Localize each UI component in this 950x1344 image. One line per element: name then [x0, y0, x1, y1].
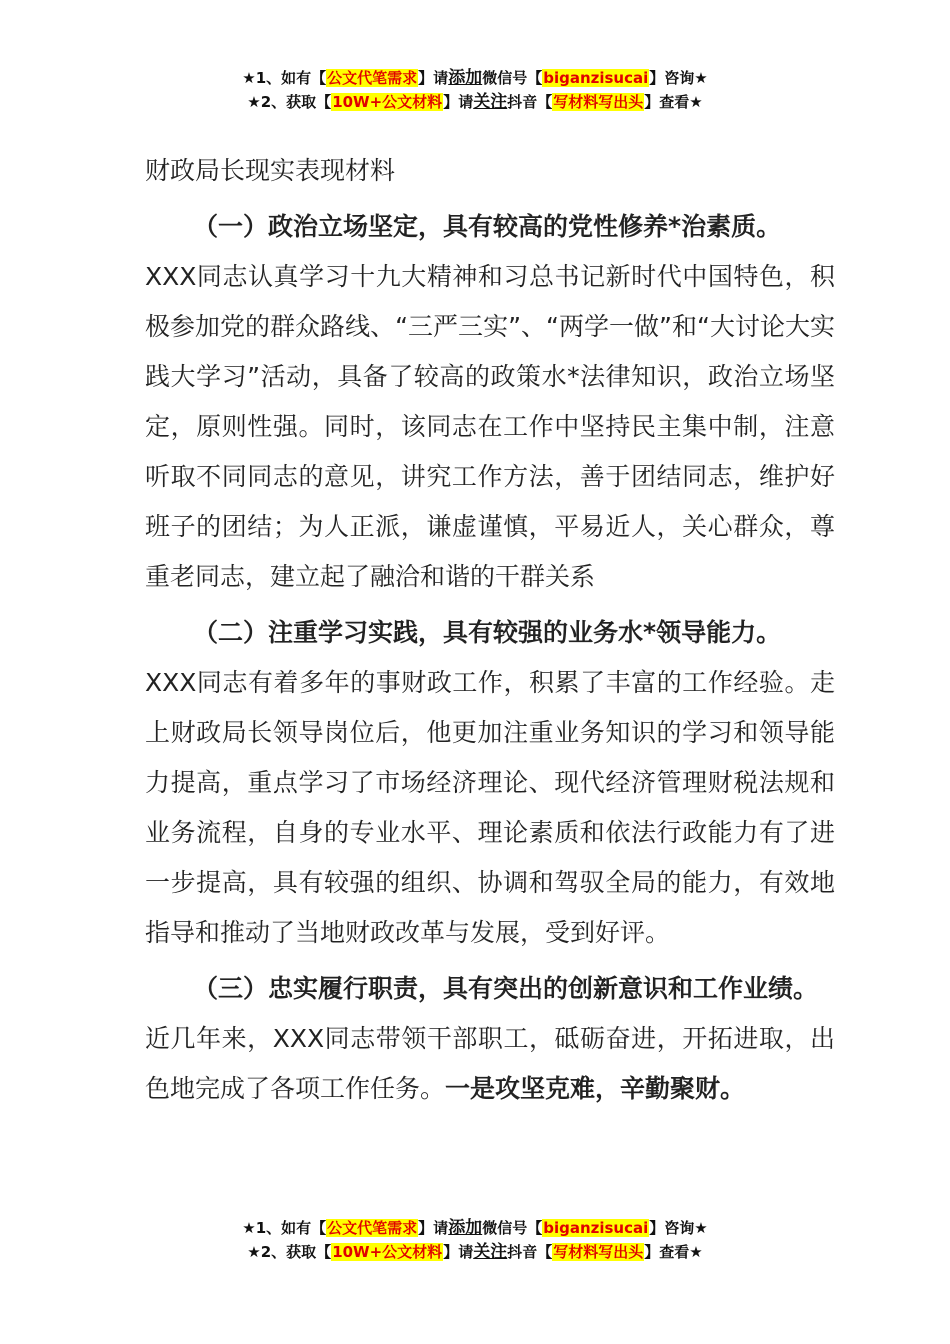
section-heading-2: （二）注重学习实践，具有较强的业务水*领导能力。 — [193, 618, 782, 647]
highlight-douyin: 写材料写出头 — [553, 93, 644, 111]
banner-line-2: ★2、获取【10W+公文材料】请关注抖音【写材料写出头】查看★ — [247, 92, 703, 112]
footer-banner — [0, 1216, 950, 1264]
emphasis-add: 添加 — [448, 68, 483, 88]
document-title: 财政局长现实表现材料 — [145, 156, 396, 185]
emphasis-follow: 关注 — [473, 92, 508, 112]
footer-highlight-douyin: 写材料写出头 — [553, 1243, 644, 1261]
section-body-3-bold: 一是攻坚克难，辛勤聚财。 — [445, 1074, 746, 1103]
section-heading-3: （三）忠实履行职责，具有突出的创新意识和工作业绩。 — [193, 974, 819, 1003]
section-body-1: XXX同志认真学习十九大精神和习总书记新时代中国特色，积极参加党的群众路线、“三严三实”、“两学一做”和“大讨论大实践大学习”活动，具备了较高的政策水*法律知识，政治立场坚定，原则性强。同时，该同志在工作中坚持民主集中制，注意听取不同同志的意见，讲究工作方法，善于团结同志，维护好班子的团结；为人正派，谦虚谨慎，平易近人，关心群众，尊重老同志，建立起了融洽和谐的干群关系 — [145, 262, 835, 591]
footer-highlight-wechat-id: biganzisucai — [543, 1219, 649, 1237]
footer-line-2: ★2、获取【10W+公文材料】请关注抖音【写材料写出头】查看★ — [247, 1242, 703, 1262]
section-heading-1: （一）政治立场坚定，具有较高的党性修养*治素质。 — [193, 212, 782, 241]
highlight-service: 公文代笔需求 — [327, 69, 418, 87]
section-body-2: XXX同志有着多年的事财政工作，积累了丰富的工作经验。走上财政局长领导岗位后，他更加注重业务知识的学习和领导能力提高，重点学习了市场经济理论、现代经济管理财税法规和业务流程，自身的专业水平、理论素质和依法行政能力有了进一步提高，具有较强的组织、协调和驾驭全局的能力，有效地指导和推动了当地财政改革与发展，受到好评。 — [145, 668, 835, 947]
footer-emphasis-add: 添加 — [448, 1218, 483, 1238]
document-body — [145, 146, 835, 1114]
section-body-3: 近几年来，XXX同志带领干部职工，砥砺奋进，开拓进取，出色地完成了各项工作任务。一是攻坚克难，辛勤聚财。 — [145, 1024, 835, 1103]
header-banner — [0, 66, 950, 114]
footer-emphasis-follow: 关注 — [473, 1242, 508, 1262]
highlight-wechat-id: biganzisucai — [543, 69, 649, 87]
footer-highlight-service: 公文代笔需求 — [327, 1219, 418, 1237]
footer-line-1: ★1、如有【公文代笔需求】请添加微信号【biganzisucai】咨询★ — [242, 1218, 708, 1238]
highlight-materials: 10W+公文材料 — [332, 93, 443, 111]
footer-highlight-materials: 10W+公文材料 — [332, 1243, 443, 1261]
banner-line-1: ★1、如有【公文代笔需求】请添加微信号【biganzisucai】咨询★ — [242, 68, 708, 88]
